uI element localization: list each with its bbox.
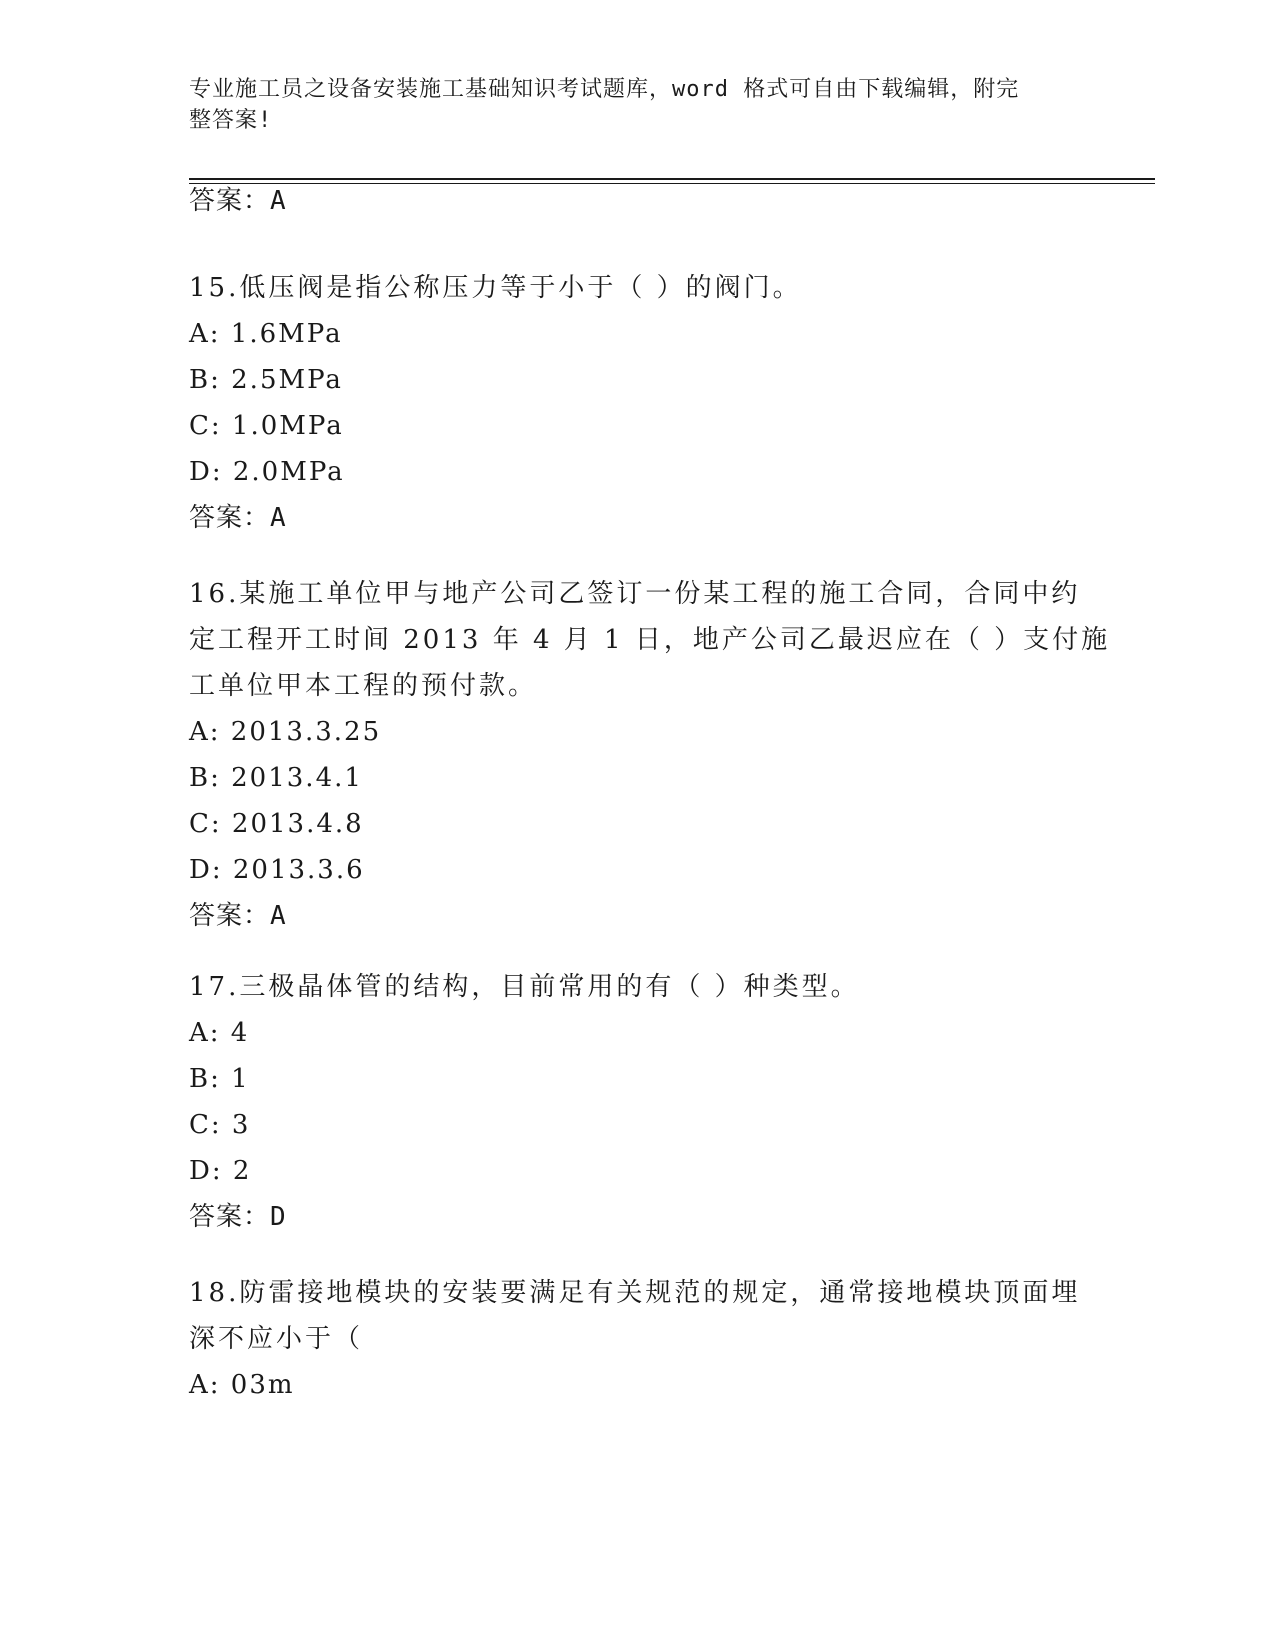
question-stem: 17.三极晶体管的结构，目前常用的有（ ）种类型。 [189,972,860,1002]
question-17 [189,964,1089,1240]
header-line-2: 整答案! [189,108,273,133]
option-d: D: 2.0MPa [189,457,345,487]
question-stem-line-2: 深不应小于（ [189,1324,364,1354]
question-stem-line-2: 定工程开工时间 2013 年 4 月 1 日，地产公司乙最迟应在（ ）支付施 [189,625,1111,655]
header-line-1: 专业施工员之设备安装施工基础知识考试题库，word 格式可自由下载编辑，附完 [189,77,1020,102]
option-d: D: 2 [189,1156,252,1186]
answer-label: 答案：A [189,901,287,931]
option-b: B: 2013.4.1 [189,763,363,793]
question-stem-line-1: 18.防雷接地模块的安装要满足有关规范的规定，通常接地模块顶面埋 [189,1278,1081,1308]
option-a: A: 2013.3.25 [189,717,382,747]
answer-label: 答案：A [189,503,287,533]
question-16 [189,571,1111,939]
option-c: C: 1.0MPa [189,411,344,441]
question-stem-line-1: 16.某施工单位甲与地产公司乙签订一份某工程的施工合同，合同中约 [189,579,1081,609]
option-b: B: 1 [189,1064,250,1094]
option-a: A: 03m [189,1370,295,1400]
document-header [189,74,1069,136]
previous-answer-block [189,178,1089,224]
question-stem-line-3: 工单位甲本工程的预付款。 [189,671,538,701]
option-c: C: 2013.4.8 [189,809,364,839]
question-18 [189,1270,1089,1408]
question-stem: 15.低压阀是指公称压力等于小于（ ）的阀门。 [189,273,802,303]
option-c: C: 3 [189,1110,251,1140]
option-a: A: 4 [189,1018,250,1048]
question-15 [189,265,1089,541]
option-a: A: 1.6MPa [189,319,343,349]
answer-label: 答案：D [189,1202,287,1232]
option-b: B: 2.5MPa [189,365,343,395]
option-d: D: 2013.3.6 [189,855,365,885]
answer-label: 答案：A [189,186,287,216]
